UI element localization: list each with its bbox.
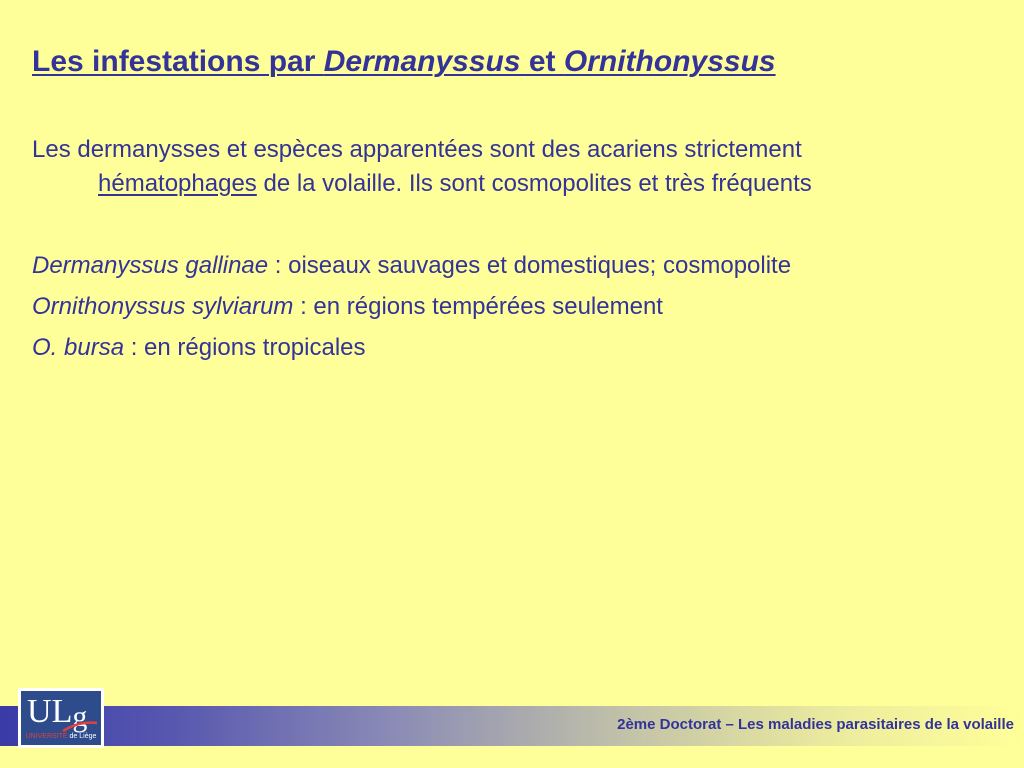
title-genus-dermanyssus: Dermanyssus [323, 45, 521, 78]
species-name: Ornithonyssus sylviarum [32, 293, 294, 320]
intro-line-2 [32, 167, 982, 201]
species-description: : oiseaux sauvages et domestiques; cosmopolite [268, 252, 792, 279]
logo-letter-l: L [51, 693, 73, 730]
species-list [32, 249, 791, 372]
title-genus-ornithonyssus: Ornithonyssus [563, 45, 776, 78]
species-item-ornithonyssus-sylviarum [32, 290, 791, 331]
species-description: : en régions tempérées seulement [293, 293, 663, 320]
footer-course-title: 2ème Doctorat – Les maladies parasitaires de la volaille [617, 716, 1014, 733]
intro-line-1: Les dermanysses et espèces apparentées sont des acariens strictement [32, 136, 802, 163]
logo-caption-de-liege: de Liège [67, 733, 97, 740]
logo-caption [21, 733, 101, 740]
intro-paragraph [32, 133, 982, 201]
species-description: : en régions tropicales [124, 334, 366, 361]
logo-panel [21, 691, 101, 745]
species-name: O. bursa [32, 334, 125, 361]
logo-letter-u: U [27, 693, 52, 730]
intro-line-2-rest: de la volaille. Ils sont cosmopolites et très fréquents [256, 170, 812, 198]
species-name: Dermanyssus gallinae [32, 252, 269, 279]
species-item-dermanyssus-gallinae [32, 249, 791, 290]
logo-caption-universite: UNIVERSITÉ [25, 733, 68, 740]
slide-title [32, 44, 776, 80]
university-logo [18, 688, 104, 748]
title-prefix: Les infestations par [32, 45, 324, 78]
intro-term-hematophages: hématophages [98, 170, 257, 198]
species-item-o-bursa [32, 331, 791, 372]
title-conjunction: et [520, 45, 564, 78]
logo-letter-g: g [72, 700, 88, 733]
logo-swoosh-icon [61, 719, 99, 733]
